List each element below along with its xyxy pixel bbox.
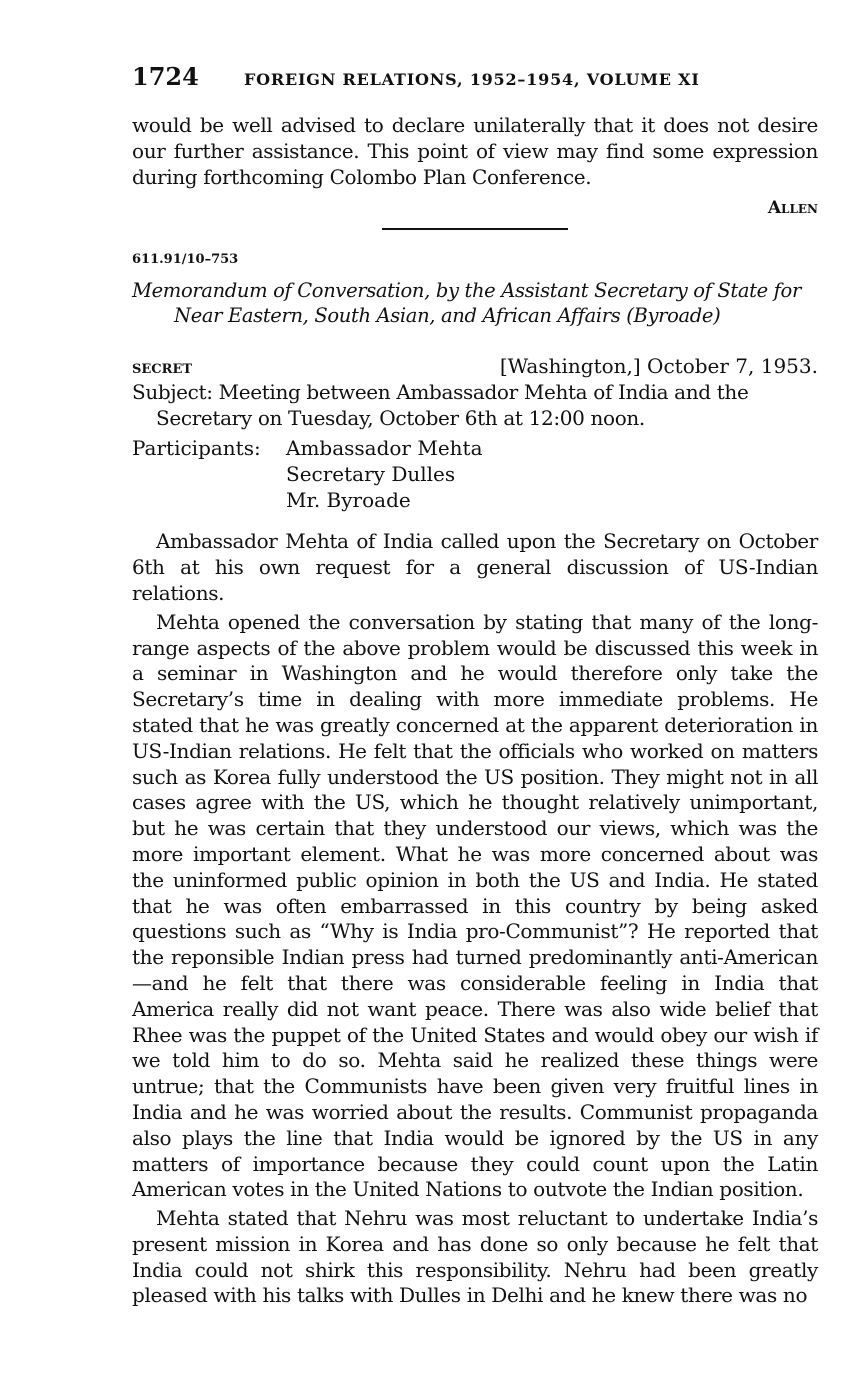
classification-dateline: [132, 354, 818, 378]
participants-label: Participants:: [132, 435, 261, 460]
document-title: Memorandum of Conversation, by the Assistant Secretary of State for Near Eastern, South Asian, and African Affairs (Byroade): [132, 279, 801, 328]
subject-line: Subject: Meeting between Ambassador Mehta of India and the Secretary on Tuesday, October 6th at 12:00 noon.: [132, 380, 749, 431]
document-page: [132, 62, 818, 1309]
classification-label: SECRET: [132, 362, 193, 378]
participants-block: [132, 436, 818, 513]
dateline: [Washington,] October 7, 1953.: [499, 354, 818, 379]
participant-item: Secretary Dulles: [286, 461, 456, 486]
page-header: [132, 62, 818, 96]
body-paragraph: Mehta stated that Nehru was most reluctant to undertake India’s present mission in Korea and has done so only because he felt that India could not shirk this responsibility. Nehru had been greatly pleased with his talks with Dulles in Delhi and he knew there was no: [132, 1206, 818, 1308]
body-paragraph: Mehta opened the conversation by stating that many of the long-range aspects of the above problem would be discussed this week in a seminar in Washington and he would therefore only take the Secretary’s time in dealing with more immediate problems. He stated that he was greatly concerned at the apparent deterioration in US-Indian relations. He felt that the officials who worked on matters such as Korea fully understood the US position. They might not in all cases agree with the US, which he thought relatively unimportant, but he was certain that they understood our views, which was the more important element. What he was more concerned about was the uninformed public opinion in both the US and India. He stated that he was often embarrassed in this country by being asked questions such as “Why is India pro-Communist”? He reported that the reponsible Indian press had turned predominantly anti-American—and he felt that there was considerable feeling in India that America really did not want peace. There was also wide belief that Rhee was the puppet of the United States and would obey our wish if we told him to do so. Mehta said he realized these things were untrue; that the Communists have been given very fruitful lines in India and he was worried about the results. Communist propaganda also plays the line that India would be ignored by the US in any matters of importance because they could count upon the Latin American votes in the United Nations to outvote the Indian position.: [132, 609, 818, 1202]
preceding-closing-paragraph: would be well advised to declare unilaterally that it does not desire our further assistance. This point of view may find some expression during forthcoming Colombo Plan Conference.: [132, 113, 818, 189]
running-head: FOREIGN RELATIONS, 1952–1954, VOLUME XI: [244, 70, 700, 89]
participant-item: Mr. Byroade: [286, 487, 411, 512]
participant-item: Ambassador Mehta: [286, 435, 483, 460]
signature: Allen: [767, 198, 818, 219]
body-paragraph: Ambassador Mehta of India called upon the Secretary on October 6th at his own request for a general discussion of US-Indian relations.: [132, 529, 818, 605]
page-number: 1724: [132, 62, 199, 91]
participants-list: [286, 436, 483, 513]
file-id: 611.91/10–753: [132, 252, 239, 268]
section-divider: [382, 228, 568, 230]
